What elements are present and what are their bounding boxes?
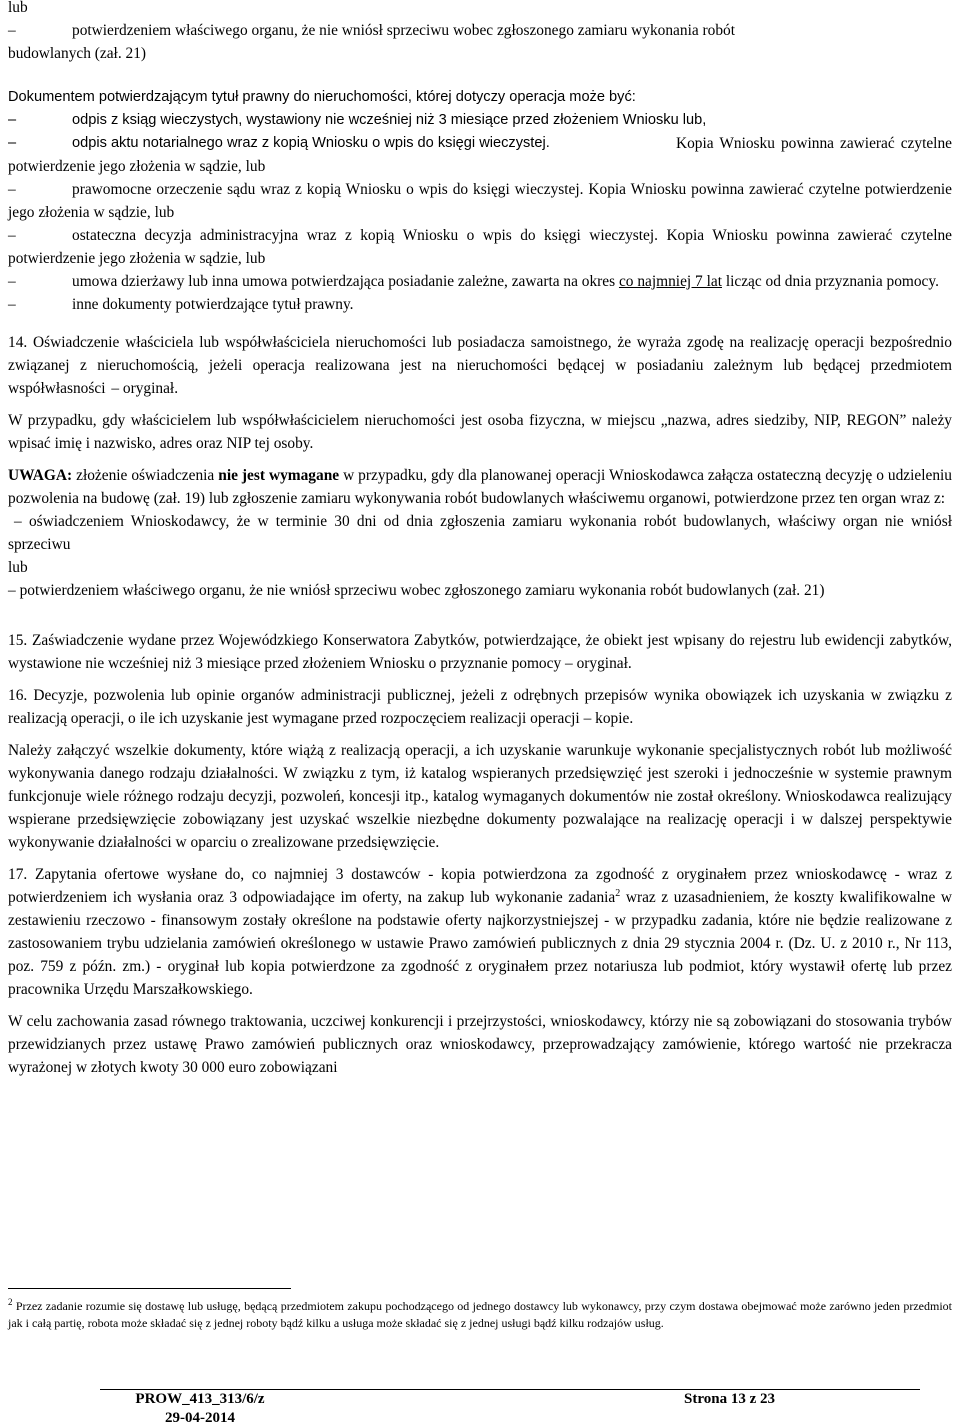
footer-page-number: Strona 13 z 23 — [684, 1391, 775, 1407]
dash: – — [8, 582, 16, 599]
uwaga-block — [8, 464, 952, 602]
top-continuation — [8, 0, 952, 65]
uwaga-text — [8, 464, 952, 510]
footnote — [8, 1298, 952, 1332]
section-16-tail: kopie. — [595, 710, 634, 727]
list-item-text: odpis z ksiąg wieczystych, wystawiony nie wcześniej niż 3 miesiące przed złożeniem Wniosku lub, — [72, 112, 707, 128]
uwaga-pre: złożenie oświadczenia — [72, 467, 219, 484]
uwaga-post: w przypadku, gdy dla planowanej operacji Wnioskodawca załącza ostateczną decyzję o udzieleniu pozwolenia na budowę (zał. 19) lub zgłoszenie zamiaru wykonywania robót budowlanych właściwemu organowi, potwierdzone przez ten organ wraz z: — [8, 467, 952, 507]
section-17-body-a: 17. Zapytania ofertowe wysłane do, co najmniej 3 dostawców - kopia potwierdzona za zgodność z oryginałem przez wnioskodawcę - wraz z potwierdzeniem ich wysłania oraz 3 odpowiadające im oferty, na zakup lub wykonanie zadania — [8, 866, 952, 906]
section-17-note: W celu zachowania zasad równego traktowania, uczciwej konkurencji i przejrzystości, wnioskodawcy, którzy nie są zobowiązani do stosowania trybów przewidzianych przez ustawę Prawo zamówień publicznych oraz wnioskodawcy, przeprowadzający zamówienie, którego wartość nie przekracza wyrażonej w złotych kwoty 30 000 euro zobowiązani — [8, 1013, 952, 1076]
section-16-note: Należy załączyć wszelkie dokumenty, które wiążą z realizacją operacji, a ich uzyskanie warunkuje wykonanie specjalistycznych robót lub możliwość wykonywania danego rodzaju działalności. W związku z tym, iż katalog wspieranych przedsięwzięć jest szeroki i jednocześnie w systemie prawnym funkcjonuje wiele różnego rodzaju decyzji, pozwoleń, koncesji itp., katalog wymaganych dokumentów nie został określony. Wnioskodawca realizujący wspierane przedsięwzięcie zobowiązany jest uzyskać wszelkie niezbędne dokumenty pozwalające na realizację operacji i w dalszej perspektywie wykonywanie działalności w oparciu o zrealizowane przedsięwzięcie. — [8, 742, 952, 851]
ownership-section — [8, 86, 952, 316]
footnote-divider — [8, 1288, 291, 1289]
footnote-text: Przez zadanie rozumie się dostawę lub usługę, będącą przedmiotem zakupu pochodzącego od jednego dostawcy lub wykonawcy, przy czym dostawa obejmować może zarówno jeden przedmiot jak i całą partię, robota może składać się z jednej roboty bądź kilku a usługa może składać się z jednej usługi bądź kilku rodzajów usług. — [8, 1299, 952, 1330]
list-item — [8, 224, 952, 270]
list-item-text: inne dokumenty potwierdzające tytuł prawny. — [72, 296, 354, 313]
item5-post: licząc od dnia przyznania pomocy. — [721, 273, 939, 290]
list-item — [8, 270, 952, 293]
footnote-number: 2 — [8, 1297, 13, 1307]
dash: – — [583, 710, 592, 727]
uwaga-item-1 — [8, 510, 952, 556]
list-item — [8, 293, 952, 316]
dash: – — [14, 513, 22, 530]
section-16-body: 16. Decyzje, pozwolenia lub opinie organów administracji publicznej, jeżeli z odrębnych przepisów wynika obowiązek ich uzyskania w związku z realizacją operacji, o ile ich uzyskanie jest wymagane przed rozpoczęciem realizacji operacji — [8, 687, 952, 727]
footer-doc-id: PROW_413_313/6/z — [135, 1391, 265, 1407]
list-item-text: ostateczna decyzja administracyjna wraz z kopią Wniosku o wpis do księgi wieczystej. Kopia Wniosku powinna zawierać czytelne potwierdzenie jego złożenia w sądzie, lub — [8, 227, 952, 267]
item2-tail-text: Kopia Wniosku powinna zawierać czytelne potwierdzenie jego złożenia w sądzie, lub — [8, 135, 952, 175]
section-14-text — [8, 331, 952, 400]
uwaga-item-2 — [8, 579, 952, 602]
section-15-tail: oryginał. — [576, 655, 632, 672]
dash-bullet — [8, 132, 72, 155]
section-17 — [8, 863, 952, 1079]
section-17-text — [8, 863, 952, 1001]
list-item-text — [8, 270, 952, 293]
list-item-text: potwierdzeniem właściwego organu, że nie wniósł sprzeciwu wobec zgłoszonego zamiaru wykonania robót — [72, 22, 736, 39]
footer-doc-info — [100, 1390, 300, 1428]
item5-underlined: co najmniej 7 lat — [618, 273, 722, 290]
section-15-body: 15. Zaświadczenie wydane przez Wojewódzkiego Konserwatora Zabytków, potwierdzające, że obiekt jest wpisany do rejestru lub ewidencji zabytków, wystawione nie wcześniej niż 3 miesiące przed złożeniem Wniosku o przyznanie pomocy — [8, 632, 952, 672]
section-14 — [8, 331, 952, 455]
section-16-text — [8, 684, 952, 730]
dash: – — [111, 380, 120, 397]
section-16 — [8, 684, 952, 854]
footer-date: 29-04-2014 — [165, 1410, 235, 1426]
uwaga-item-1-text: oświadczeniem Wnioskodawcy, że w terminie 30 dni od dnia zgłoszenia zamiaru wykonania robót budowlanych, właściwy organ nie wniósł sprzeciwu — [8, 513, 952, 553]
uwaga-label: UWAGA: — [8, 467, 73, 484]
section-14-tail: oryginał. — [122, 380, 179, 397]
section-15 — [8, 629, 952, 675]
dash-bullet — [8, 293, 72, 316]
section-14-body: 14. Oświadczenie właściciela lub współwłaściciela nieruchomości lub posiadacza samoistnego, że wyraża zgodę na realizację operacji bezpośrednio związanej z nieruchomością, jeżeli operacja realizowana jest na nieruchomości będącej w posiadaniu zależnym lub będącej przedmiotem współwłasności — [8, 334, 952, 397]
item5-pre: umowa dzierżawy lub inna umowa potwierdzająca posiadanie zależne, zawarta na okres — [72, 273, 619, 290]
uwaga-lub: lub — [8, 559, 28, 576]
uwaga-bold: nie jest wymagane — [218, 467, 340, 484]
list-item — [8, 19, 952, 42]
footnote-ref: 2 — [615, 887, 621, 899]
lub-label: lub — [8, 0, 28, 16]
list-item-text: odpis aktu notarialnego wraz z kopią Wniosku o wpis do księgi wieczystej. — [72, 135, 550, 151]
document-page — [8, 0, 952, 1427]
ownership-intro: Dokumentem potwierdzającym tytuł prawny do nieruchomości, której dotyczy operacja może być: — [8, 89, 636, 105]
section-14-note: W przypadku, gdy właścicielem lub współwłaścicielem nieruchomości jest osoba fizyczna, w miejscu „nazwa, adres siedziby, NIP, REGON” należy wpisać imię i nazwisko, adres oraz NIP tej osoby. — [8, 412, 952, 452]
uwaga-item-2-text: potwierdzeniem właściwego organu, że nie wniósł sprzeciwu wobec zgłoszonego zamiaru wykonania robót budowlanych (zał. 21) — [19, 582, 825, 599]
list-item — [8, 109, 952, 132]
dash: – — [565, 655, 573, 672]
dash-bullet — [8, 19, 72, 42]
list-item-text: prawomocne orzeczenie sądu wraz z kopią Wniosku o wpis do księgi wieczystej. Kopia Wniosku powinna zawierać czytelne potwierdzenie jego złożenia w sądzie, lub — [8, 181, 952, 221]
dash-bullet — [8, 109, 72, 132]
list-item-continuation: budowlanych (zał. 21) — [8, 45, 147, 62]
list-item — [8, 178, 952, 224]
section-15-text — [8, 629, 952, 675]
section-17-body-b: wraz z uzasadnieniem, że koszty kwalifikowalne w zestawieniu rzeczowo - finansowym zostały określone na podstawie oferty najkorzystniejszej - w przypadku zadania, które nie będzie realizowane z zastosowaniem trybu udzielania zamówień określonego w ustawie Prawo zamówień publicznych z dnia 29 stycznia 2004 r. (Dz. U. z 2010 r., Nr 113, poz. 759 z późn. zm.) - oryginał lub kopia potwierdzone za zgodność z oryginałem przez notariusza lub podmiot, który wystawił ofertę lub przez pracownika Urzędu Marszałkowskiego. — [8, 889, 952, 998]
